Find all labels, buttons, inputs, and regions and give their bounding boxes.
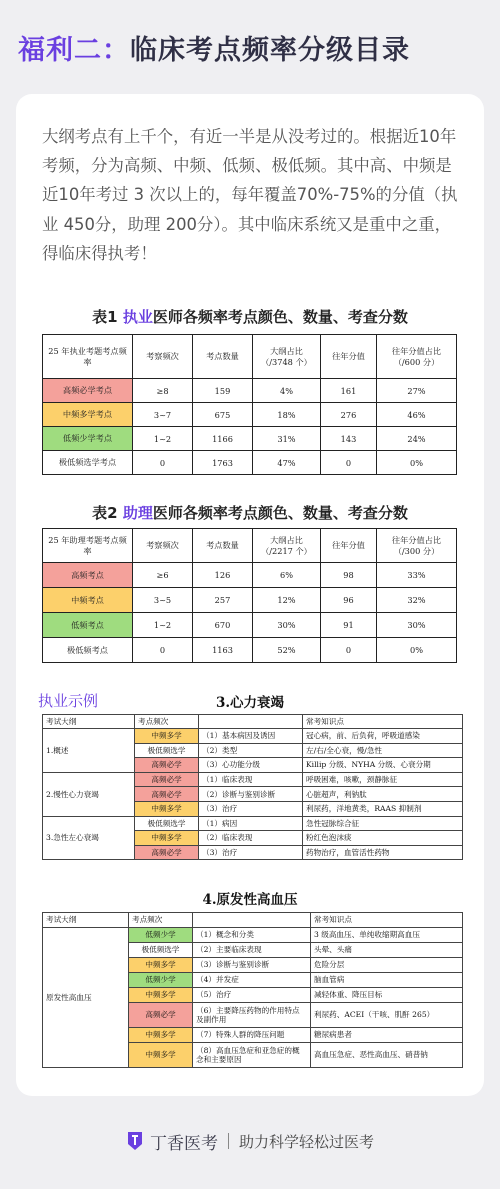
table-cell: 675 bbox=[193, 403, 253, 427]
table-header-row bbox=[43, 335, 457, 379]
example-header-row bbox=[43, 913, 463, 928]
table2-caption-highlight: 助理 bbox=[122, 504, 153, 522]
knowledge-point-cell: Killip 分级、NYHA 分级、心衰分期 bbox=[303, 758, 463, 773]
frequency-badge-cell: 高频必学 bbox=[129, 1003, 193, 1028]
table-cell: 0% bbox=[377, 451, 457, 475]
table-header-cell: 往年分值 bbox=[321, 529, 377, 563]
example-header-cell: 常考知识点 bbox=[311, 913, 463, 928]
syllabus-item-cell: （6）主要降压药物的作用特点及副作用 bbox=[193, 1003, 311, 1028]
knowledge-point-cell: 危险分层 bbox=[311, 958, 463, 973]
example-row bbox=[43, 729, 463, 744]
frequency-level-cell: 低频少学考点 bbox=[43, 427, 133, 451]
frequency-level-cell: 中频考点 bbox=[43, 588, 133, 613]
frequency-badge-cell: 低频少学 bbox=[129, 928, 193, 943]
frequency-badge-cell: 高频必学 bbox=[135, 787, 199, 802]
frequency-badge-cell: 中频多学 bbox=[129, 1028, 193, 1043]
table-header-cell: 考点数量 bbox=[193, 529, 253, 563]
footer-slogan: 助力科学轻松过医考 bbox=[238, 1132, 374, 1151]
syllabus-item-cell: （5）治疗 bbox=[193, 988, 311, 1003]
table-cell: 1~2 bbox=[133, 613, 193, 638]
table-cell: 143 bbox=[321, 427, 377, 451]
footer-divider bbox=[228, 1133, 229, 1149]
table-cell: 98 bbox=[321, 563, 377, 588]
knowledge-point-cell: 急性冠脉综合征 bbox=[303, 816, 463, 831]
table2-caption-pre: 表2 bbox=[92, 504, 123, 522]
table-cell: 670 bbox=[193, 613, 253, 638]
table-cell: 52% bbox=[253, 638, 321, 663]
content-card bbox=[16, 94, 484, 1096]
table-cell: 1763 bbox=[193, 451, 253, 475]
example-header-row bbox=[43, 715, 463, 729]
knowledge-point-cell: 呼吸困难，咳嗽，颈静脉征 bbox=[303, 772, 463, 787]
table1-caption-pre: 表1 bbox=[92, 308, 123, 326]
example1-table bbox=[42, 714, 463, 860]
frequency-level-cell: 低频考点 bbox=[43, 613, 133, 638]
syllabus-item-cell: （3）诊断与鉴别诊断 bbox=[193, 958, 311, 973]
table-row bbox=[43, 638, 457, 663]
table2-frequency bbox=[42, 528, 457, 663]
knowledge-point-cell: 药物治疗，血管活性药物 bbox=[303, 845, 463, 860]
knowledge-point-cell: 减轻体重、降压目标 bbox=[311, 988, 463, 1003]
example2-table bbox=[42, 912, 463, 1068]
table-cell: 30% bbox=[253, 613, 321, 638]
table-cell: 4% bbox=[253, 379, 321, 403]
table-cell: 33% bbox=[377, 563, 457, 588]
example-row bbox=[43, 816, 463, 831]
frequency-badge-cell: 中频多学 bbox=[135, 801, 199, 816]
syllabus-item-cell: （1）临床表现 bbox=[199, 772, 303, 787]
frequency-level-cell: 高频考点 bbox=[43, 563, 133, 588]
knowledge-point-cell: 粉红色泡沫痰 bbox=[303, 831, 463, 846]
syllabus-item-cell: （2）主要临床表现 bbox=[193, 943, 311, 958]
frequency-badge-cell: 中频多学 bbox=[129, 958, 193, 973]
table-cell: 257 bbox=[193, 588, 253, 613]
table-row bbox=[43, 588, 457, 613]
example-row bbox=[43, 928, 463, 943]
example-section-label: 执业示例 bbox=[38, 692, 99, 710]
frequency-badge-cell: 极低频选学 bbox=[129, 943, 193, 958]
syllabus-item-cell: （1）概念和分类 bbox=[193, 928, 311, 943]
knowledge-point-cell: 脑血管病 bbox=[311, 973, 463, 988]
table-header-cell: 往年分值占比 （/300 分） bbox=[377, 529, 457, 563]
syllabus-item-cell: （2）临床表现 bbox=[199, 831, 303, 846]
example-row bbox=[43, 772, 463, 787]
frequency-level-cell: 极低频选学考点 bbox=[43, 451, 133, 475]
knowledge-point-cell: 冠心病，前、后负荷，呼吸道感染 bbox=[303, 729, 463, 744]
syllabus-item-cell: （3）治疗 bbox=[199, 845, 303, 860]
syllabus-item-cell: （2）类型 bbox=[199, 743, 303, 758]
table-cell: 0% bbox=[377, 638, 457, 663]
footer bbox=[0, 1126, 500, 1156]
table-cell: 24% bbox=[377, 427, 457, 451]
table1-frequency bbox=[42, 334, 457, 475]
frequency-badge-cell: 中频多学 bbox=[135, 831, 199, 846]
syllabus-item-cell: （1）基本病因及诱因 bbox=[199, 729, 303, 744]
table-cell: 0 bbox=[321, 451, 377, 475]
example-header-cell: 考试大纲 bbox=[43, 715, 135, 729]
table-row bbox=[43, 451, 457, 475]
frequency-level-cell: 中频多学考点 bbox=[43, 403, 133, 427]
knowledge-point-cell: 高血压急症、恶性高血压、硝普钠 bbox=[311, 1043, 463, 1068]
table-header-cell: 考察频次 bbox=[133, 335, 193, 379]
syllabus-item-cell: （8）高血压急症和亚急症的概念和主要原因 bbox=[193, 1043, 311, 1068]
footer-brand: 丁香医考 bbox=[149, 1133, 218, 1154]
syllabus-item-cell: （4）并发症 bbox=[193, 973, 311, 988]
table-cell: 161 bbox=[321, 379, 377, 403]
table-cell: 1163 bbox=[193, 638, 253, 663]
table-cell: 46% bbox=[377, 403, 457, 427]
table-cell: 1~2 bbox=[133, 427, 193, 451]
example2-title: 4.原发性高血压 bbox=[202, 892, 298, 908]
table-cell: 12% bbox=[253, 588, 321, 613]
knowledge-point-cell: 利尿药，洋地黄类，RAAS 抑制剂 bbox=[303, 801, 463, 816]
syllabus-group-cell: 2.慢性心力衰竭 bbox=[43, 772, 135, 816]
frequency-level-cell: 高频必学考点 bbox=[43, 379, 133, 403]
table-cell: 0 bbox=[133, 451, 193, 475]
table-cell: 159 bbox=[193, 379, 253, 403]
table-header-cell: 考察频次 bbox=[133, 529, 193, 563]
table-cell: 91 bbox=[321, 613, 377, 638]
table-cell: 27% bbox=[377, 379, 457, 403]
table1-caption-post: 医师各频率考点颜色、数量、考查分数 bbox=[152, 308, 408, 326]
frequency-badge-cell: 中频多学 bbox=[135, 729, 199, 744]
syllabus-item-cell: （7）特殊人群的降压问题 bbox=[193, 1028, 311, 1043]
table-cell: ≥8 bbox=[133, 379, 193, 403]
example1-title: 3.心力衰竭 bbox=[215, 695, 285, 711]
example-header-cell bbox=[193, 913, 311, 928]
frequency-badge-cell: 高频必学 bbox=[135, 845, 199, 860]
page-title-prefix: 福利二： bbox=[18, 35, 130, 66]
example-header-cell: 考点频次 bbox=[129, 913, 193, 928]
table-cell: 47% bbox=[253, 451, 321, 475]
table-header-cell: 大纲占比 （/2217 个） bbox=[253, 529, 321, 563]
table-header-cell: 考点数量 bbox=[193, 335, 253, 379]
frequency-badge-cell: 中频多学 bbox=[129, 1043, 193, 1068]
table-row bbox=[43, 563, 457, 588]
table-cell: 0 bbox=[321, 638, 377, 663]
table-cell: 6% bbox=[253, 563, 321, 588]
table-row bbox=[43, 403, 457, 427]
table-row bbox=[43, 613, 457, 638]
example-header-cell: 考点频次 bbox=[135, 715, 199, 729]
dxy-logo-icon bbox=[126, 1130, 144, 1152]
syllabus-group-cell: 原发性高血压 bbox=[43, 928, 129, 1068]
table-cell: 126 bbox=[193, 563, 253, 588]
table2-caption bbox=[16, 502, 484, 523]
syllabus-item-cell: （3）治疗 bbox=[199, 801, 303, 816]
syllabus-group-cell: 3.急性左心衰竭 bbox=[43, 816, 135, 860]
frequency-badge-cell: 低频少学 bbox=[129, 973, 193, 988]
table2-caption-post: 医师各频率考点颜色、数量、考查分数 bbox=[152, 504, 408, 522]
frequency-badge-cell: 极低频选学 bbox=[135, 743, 199, 758]
table-header-cell: 往年分值 bbox=[321, 335, 377, 379]
table-cell: 18% bbox=[253, 403, 321, 427]
syllabus-group-cell: 1.概述 bbox=[43, 729, 135, 773]
table-cell: 31% bbox=[253, 427, 321, 451]
table-header-row bbox=[43, 529, 457, 563]
table-cell: 0 bbox=[133, 638, 193, 663]
example-header-cell bbox=[199, 715, 303, 729]
knowledge-point-cell: 心脏超声，利钠肽 bbox=[303, 787, 463, 802]
knowledge-point-cell: 头晕、头痛 bbox=[311, 943, 463, 958]
table-header-cell: 25 年执业考题考点频率 bbox=[43, 335, 133, 379]
intro-paragraph: 大纲考点有上千个，有近一半是从没考过的。根据近10年考频，分为高频、中频、低频、极低频。其中高、中频是近10年考过 3 次以上的，每年覆盖70%-75%的分值（执业 450分，助理 200分）。其中临床系统又是重中之重，得临床得执考！ bbox=[42, 127, 458, 263]
knowledge-point-cell: 左/右/全心衰，慢/急性 bbox=[303, 743, 463, 758]
table1-caption bbox=[16, 306, 484, 327]
table-cell: ≥6 bbox=[133, 563, 193, 588]
table-header-cell: 大纲占比 （/3748 个） bbox=[253, 335, 321, 379]
table1-caption-highlight: 执业 bbox=[122, 308, 153, 326]
table-cell: 276 bbox=[321, 403, 377, 427]
frequency-badge-cell: 中频多学 bbox=[129, 988, 193, 1003]
table-header-cell: 往年分值占比 （/600 分） bbox=[377, 335, 457, 379]
frequency-badge-cell: 极低频选学 bbox=[135, 816, 199, 831]
knowledge-point-cell: 3 级高血压、单纯收缩期高血压 bbox=[311, 928, 463, 943]
syllabus-item-cell: （1）病因 bbox=[199, 816, 303, 831]
table-row bbox=[43, 427, 457, 451]
syllabus-item-cell: （2）诊断与鉴别诊断 bbox=[199, 787, 303, 802]
frequency-level-cell: 极低频考点 bbox=[43, 638, 133, 663]
knowledge-point-cell: 糖尿病患者 bbox=[311, 1028, 463, 1043]
knowledge-point-cell: 利尿药、ACEI（干咳、肌酐 265） bbox=[311, 1003, 463, 1028]
syllabus-item-cell: （3）心功能分级 bbox=[199, 758, 303, 773]
example-header-cell: 考试大纲 bbox=[43, 913, 129, 928]
table-row bbox=[43, 379, 457, 403]
frequency-badge-cell: 高频必学 bbox=[135, 772, 199, 787]
table-header-cell: 25 年助理考题考点频率 bbox=[43, 529, 133, 563]
table-cell: 32% bbox=[377, 588, 457, 613]
page-title-main: 临床考点频率分级目录 bbox=[130, 35, 410, 66]
frequency-badge-cell: 高频必学 bbox=[135, 758, 199, 773]
table-cell: 30% bbox=[377, 613, 457, 638]
table-cell: 96 bbox=[321, 588, 377, 613]
table-cell: 3~7 bbox=[133, 403, 193, 427]
example-header-cell: 常考知识点 bbox=[303, 715, 463, 729]
table-cell: 3~5 bbox=[133, 588, 193, 613]
page-title bbox=[18, 28, 488, 67]
table-cell: 1166 bbox=[193, 427, 253, 451]
